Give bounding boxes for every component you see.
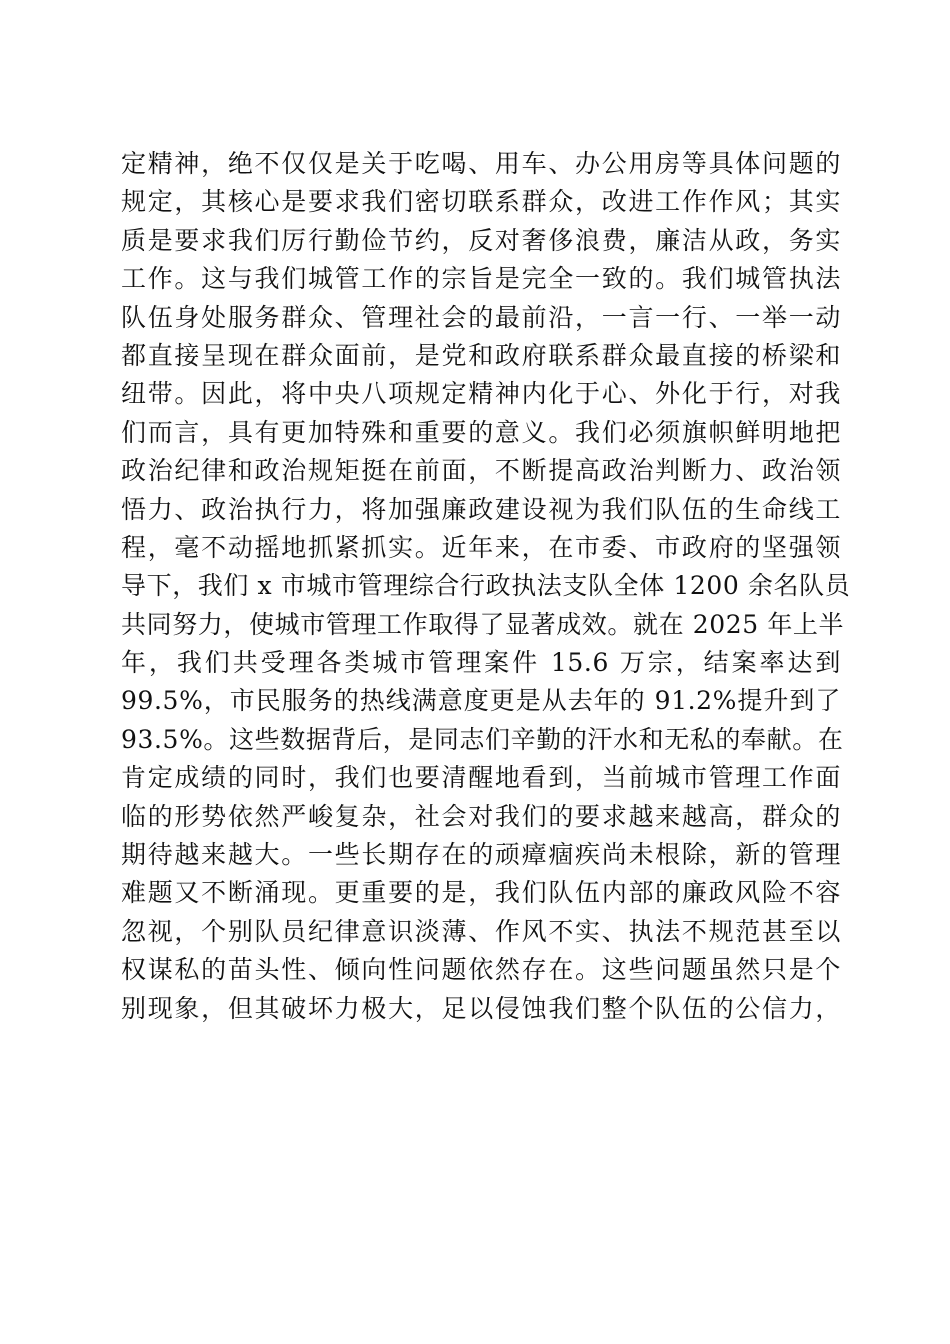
text-line: 期待越来越大。一些长期存在的顽瘴痼疾尚未根除，新的管理: [121, 840, 841, 870]
text-line: 定精神，绝不仅仅是关于吃喝、用车、办公用房等具体问题的: [121, 149, 841, 178]
text-line: 年，我们共受理各类城市管理案件 15.6 万宗，结案率达到: [121, 648, 841, 678]
text-line: 规定，其核心是要求我们密切联系群众，改进工作作风；其实: [121, 187, 841, 217]
text-line: 都直接呈现在群众面前，是党和政府联系群众最直接的桥梁和: [121, 340, 841, 370]
text-line: 别现象，但其破坏力极大，足以侵蚀我们整个队伍的公信力，: [121, 993, 841, 1023]
text-line: 悟力、政治执行力，将加强廉政建设视为我们队伍的生命线工: [121, 494, 841, 524]
text-line: 99.5%，市民服务的热线满意度更是从去年的 91.2%提升到了: [121, 686, 841, 716]
text-line: 忽视，个别队员纪律意识淡薄、作风不实、执法不规范甚至以: [121, 916, 841, 946]
text-line: 纽带。因此，将中央八项规定精神内化于心、外化于行，对我: [121, 379, 841, 409]
text-line: 共同努力，使城市管理工作取得了显著成效。就在 2025 年上半: [121, 609, 845, 639]
text-line: 工作。这与我们城管工作的宗旨是完全一致的。我们城管执法: [121, 264, 841, 294]
text-line: 权谋私的苗头性、倾向性问题依然存在。这些问题虽然只是个: [121, 955, 841, 985]
text-line: 肯定成绩的同时，我们也要清醒地看到，当前城市管理工作面: [121, 763, 841, 793]
text-line: 导下，我们 x 市城市管理综合行政执法支队全体 1200 余名队员: [121, 571, 851, 601]
text-line: 政治纪律和政治规矩挺在前面，不断提高政治判断力、政治领: [121, 456, 841, 486]
text-line: 难题又不断涌现。更重要的是，我们队伍内部的廉政风险不容: [121, 878, 841, 908]
body-text: [121, 145, 851, 1028]
text-line: 质是要求我们厉行勤俭节约，反对奢侈浪费，廉洁从政，务实: [121, 225, 841, 255]
text-line: 临的形势依然严峻复杂，社会对我们的要求越来越高，群众的: [121, 801, 841, 831]
text-line: 程，毫不动摇地抓紧抓实。近年来，在市委、市政府的坚强领: [121, 532, 841, 562]
text-line: 队伍身处服务群众、管理社会的最前沿，一言一行、一举一动: [121, 302, 841, 332]
text-line: 93.5%。这些数据背后，是同志们辛勤的汗水和无私的奉献。在: [121, 724, 844, 754]
text-line: 们而言，具有更加特殊和重要的意义。我们必须旗帜鲜明地把: [121, 417, 841, 447]
